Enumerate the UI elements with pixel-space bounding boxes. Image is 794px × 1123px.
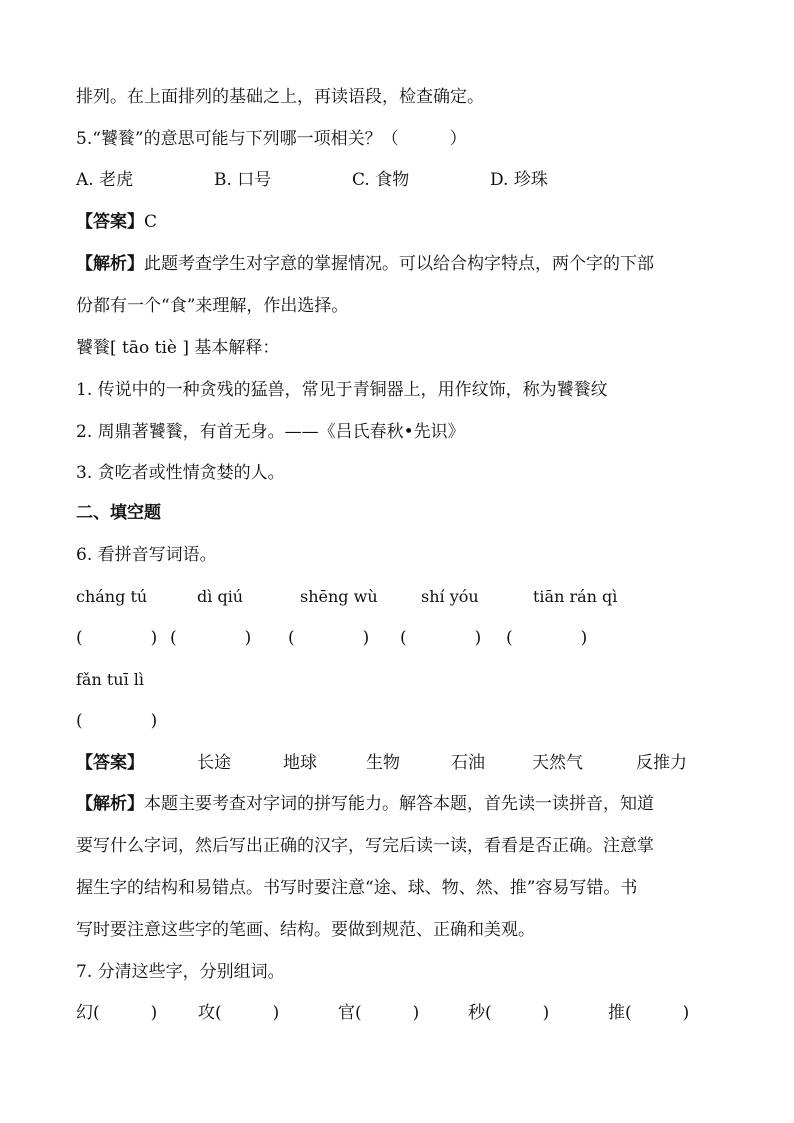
analysis-tag: 【解析】	[76, 254, 144, 274]
q5-option-a: A. 老虎	[76, 170, 134, 190]
q5-option-c: C. 食物	[352, 170, 410, 190]
pinyin-item: shí yóu	[421, 587, 479, 606]
q6-answer-word: 反推力	[636, 753, 687, 773]
analysis-tag: 【解析】	[76, 794, 144, 814]
q6-analysis-line-4: 写时要注意这些字的笔画、结构。要做到规范、正确和美观。	[76, 920, 535, 940]
pinyin-item: shēng wù	[300, 587, 378, 606]
q6-answer-word: 生物	[366, 753, 400, 773]
q7-item[interactable]: 官( )	[338, 1003, 420, 1023]
q6-answer-word: 长途	[197, 753, 231, 773]
q6-analysis-line-3: 握生字的结构和易错点。书写时要注意“途、球、物、然、推”容易写错。书	[76, 878, 638, 898]
answer-blank[interactable]: ( )	[288, 628, 370, 648]
q5-answer-value: C	[144, 212, 158, 232]
definition-item-1: 1. 传说中的一种贪残的猛兽，常见于青铜器上，用作纹饰，称为饕餮纹	[76, 380, 608, 400]
pinyin-item: fǎn tuī lì	[76, 670, 145, 689]
q6-answer-word: 地球	[283, 753, 317, 773]
q7-item[interactable]: 攻( )	[198, 1003, 280, 1023]
answer-tag: 【答案】	[76, 753, 144, 773]
q6-analysis-line-1	[76, 792, 654, 816]
pinyin-item: dì qiú	[197, 587, 244, 606]
q6-answer-word: 天然气	[532, 753, 583, 773]
q5-analysis-line-2: 份都有一个“食”来理解，作出选择。	[76, 296, 349, 316]
answer-blank[interactable]: ( )	[170, 628, 252, 648]
definition-item-2: 2. 周鼎著饕餮，有首无身。——《吕氏春秋•先识》	[76, 422, 465, 442]
answer-blank[interactable]: ( )	[400, 628, 482, 648]
q7-item[interactable]: 秒( )	[468, 1003, 550, 1023]
q5-analysis-text-1: 此题考查学生对字意的掌握情况。可以给合构字特点，两个字的下部	[144, 254, 654, 274]
q6-analysis-text-1: 本题主要考查对字词的拼写能力。解答本题，首先读一读拼音，知道	[144, 794, 654, 814]
pinyin-item: cháng tú	[76, 587, 148, 606]
q7-item[interactable]: 推( )	[608, 1003, 690, 1023]
section-title-fill-blank: 二、填空题	[76, 503, 161, 523]
q6-analysis-line-2: 要写什么字词，然后写出正确的汉字，写完后读一读，看看是否正确。注意掌	[76, 836, 654, 856]
answer-blank[interactable]: ( )	[506, 628, 588, 648]
answer-blank[interactable]: ( )	[76, 711, 158, 731]
answer-tag: 【答案】	[76, 212, 144, 232]
q7-question: 7. 分清这些字，分别组词。	[76, 962, 285, 982]
answer-blank[interactable]: ( )	[76, 628, 158, 648]
q7-item[interactable]: 幻( )	[76, 1003, 158, 1023]
q5-question: 5.“饕餮”的意思可能与下列哪一项相关？（ ）	[76, 129, 467, 149]
q5-option-b: B. 口号	[214, 170, 272, 190]
definition-item-3: 3. 贪吃者或性情贪婪的人。	[76, 463, 285, 483]
q5-analysis-line-1	[76, 252, 654, 276]
q4-tail-text: 排列。在上面排列的基础之上，再读语段，检查确定。	[76, 87, 484, 107]
definition-heading: 饕餮[ tāo tiè ] 基本解释：	[76, 338, 280, 358]
q6-answer-word: 石油	[451, 753, 485, 773]
q5-answer-line	[76, 210, 157, 234]
q6-question: 6. 看拼音写词语。	[76, 545, 217, 565]
pinyin-item: tiān rán qì	[533, 587, 618, 606]
q5-option-d: D. 珍珠	[490, 170, 548, 190]
